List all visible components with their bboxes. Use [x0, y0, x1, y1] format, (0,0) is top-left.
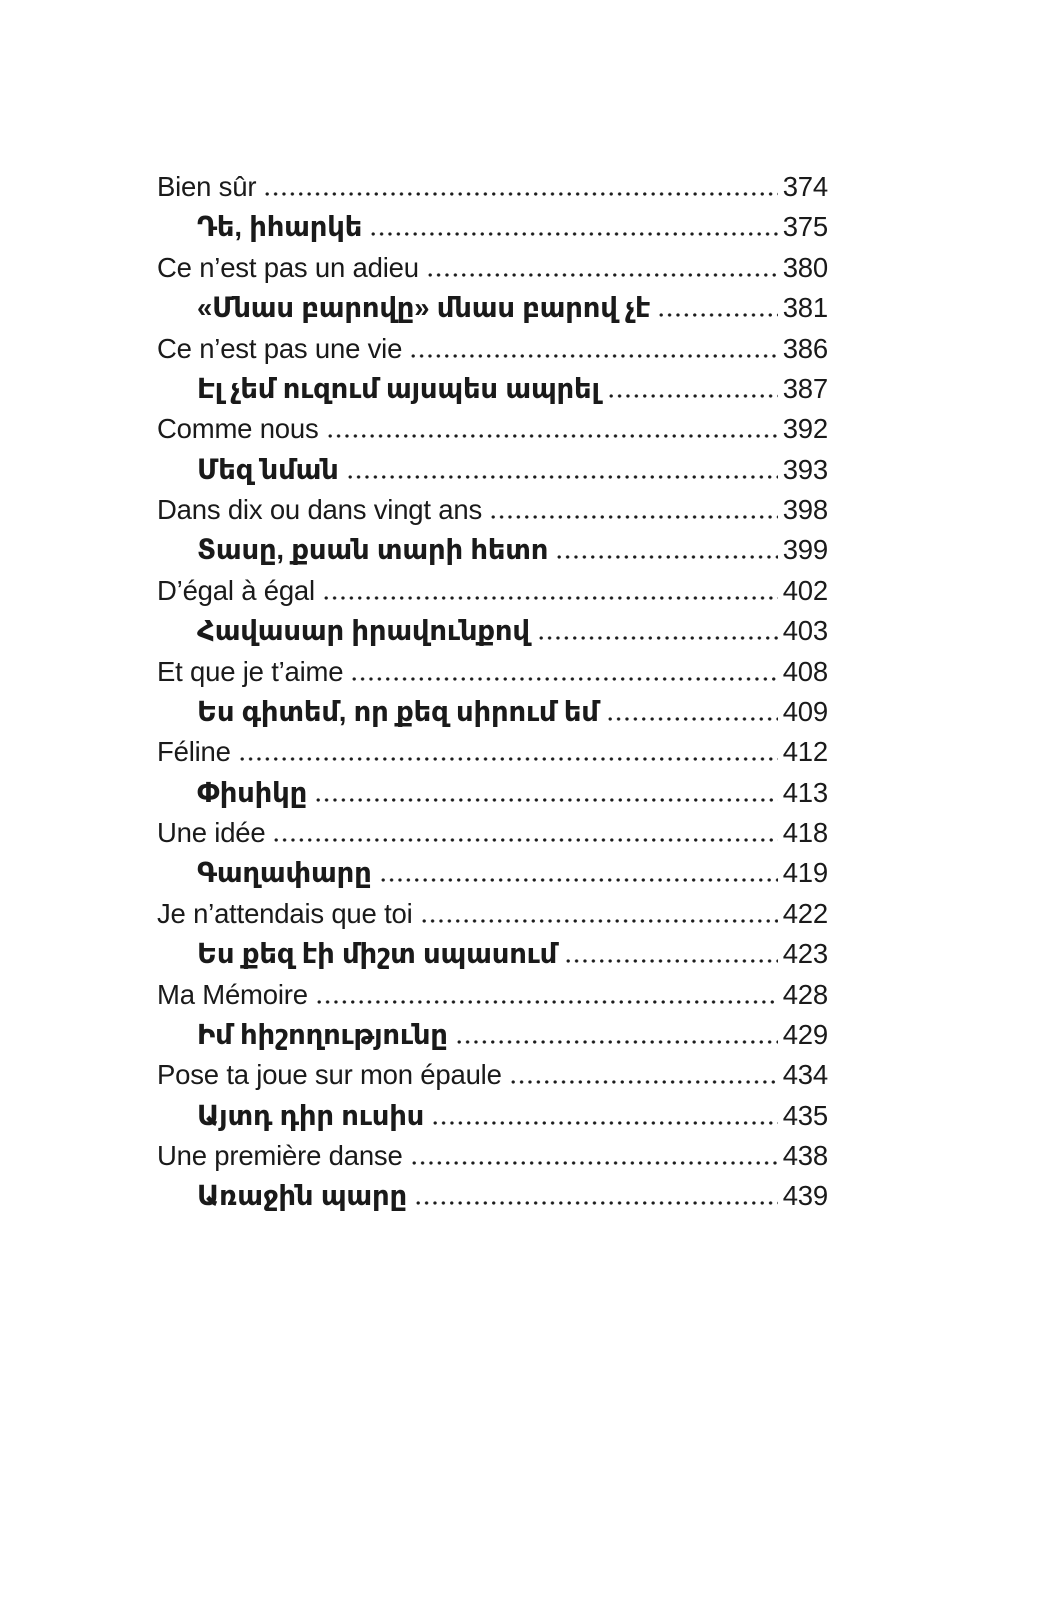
toc-row — [157, 1096, 828, 1136]
dot-leader — [607, 394, 778, 398]
toc-entry-page: 392 — [782, 413, 828, 445]
toc-row — [157, 409, 828, 449]
dot-leader — [314, 798, 778, 802]
toc-entry-title: Դե, իհարկե — [197, 211, 363, 243]
toc-entry-page: 374 — [782, 171, 828, 202]
toc-entry-page: 375 — [782, 211, 828, 243]
toc-entry-page: 418 — [782, 817, 828, 848]
toc-row — [157, 934, 828, 974]
toc-list — [157, 167, 828, 1217]
toc-entry-title: Ես գիտեմ, որ քեզ սիրում եմ — [197, 695, 599, 727]
toc-entry-title: Հավասար իրավունքով — [197, 615, 530, 647]
toc-entry-title: Փիսիկը — [197, 776, 308, 808]
toc-row — [157, 692, 828, 732]
toc-entry-title: Féline — [157, 736, 231, 768]
toc-row — [157, 853, 828, 893]
toc-entry-page: 422 — [782, 897, 828, 929]
toc-entry-title: Pose ta joue sur mon épaule — [157, 1059, 502, 1091]
toc-row — [157, 571, 828, 611]
toc-entry-page: 428 — [782, 978, 828, 1010]
dot-leader — [420, 919, 778, 923]
toc-entry-title: Comme nous — [157, 413, 319, 445]
toc-entry-page: 423 — [782, 938, 828, 970]
toc-row — [157, 1015, 828, 1055]
toc-entry-title: Ce n’est pas un adieu — [157, 251, 419, 283]
toc-entry-title: D’égal à égal — [157, 574, 315, 606]
toc-row — [157, 611, 828, 651]
toc-row — [157, 894, 828, 934]
toc-entry-title: «Մնաս բարովը» մնաս բարով չէ — [197, 292, 651, 324]
toc-entry-title: Une première danse — [157, 1140, 403, 1171]
toc-row — [157, 732, 828, 772]
dot-leader — [414, 1201, 778, 1205]
toc-entry-title: Այտդ դիր ուսիս — [197, 1099, 425, 1131]
toc-entry-page: 386 — [782, 332, 828, 364]
toc-entry-page: 438 — [782, 1140, 828, 1171]
toc-entry-title: Առաջին պարը — [197, 1180, 407, 1212]
dot-leader — [657, 313, 777, 317]
toc-entry-page: 402 — [782, 574, 828, 606]
toc-row — [157, 1055, 828, 1095]
toc-row — [157, 369, 828, 409]
dot-leader — [455, 1040, 778, 1044]
dot-leader — [315, 1000, 778, 1004]
dot-leader — [555, 555, 777, 559]
dot-leader — [238, 757, 778, 761]
toc-row — [157, 530, 828, 570]
toc-row — [157, 288, 828, 328]
toc-entry-page: 435 — [782, 1099, 828, 1131]
dot-leader — [606, 717, 778, 721]
toc-entry-page: 412 — [782, 736, 828, 768]
dot-leader — [431, 1121, 778, 1125]
toc-entry-title: Bien sûr — [157, 171, 257, 202]
toc-row — [157, 813, 828, 853]
dot-leader — [369, 232, 778, 236]
toc-entry-page: 429 — [782, 1018, 828, 1050]
toc-row — [157, 773, 828, 813]
toc-entry-page: 403 — [782, 615, 828, 647]
toc-entry-title: Je n’attendais que toi — [157, 897, 413, 929]
dot-leader — [489, 515, 778, 519]
toc-entry-page: 408 — [782, 655, 828, 687]
toc-row — [157, 652, 828, 692]
toc-entry-title: Ma Mémoire — [157, 978, 308, 1010]
dot-leader — [409, 354, 778, 358]
toc-entry-title: Տասը, քսան տարի հետո — [197, 534, 549, 566]
toc-row — [157, 329, 828, 369]
toc-row — [157, 167, 828, 207]
dot-leader — [322, 596, 778, 600]
toc-row — [157, 248, 828, 288]
toc-entry-title: Մեզ նման — [197, 453, 339, 485]
dot-leader — [326, 434, 778, 438]
toc-row — [157, 1136, 828, 1176]
toc-entry-page: 381 — [782, 292, 828, 324]
dot-leader — [509, 1080, 778, 1084]
toc-entry-page: 387 — [782, 372, 828, 404]
toc-entry-title: Ես քեզ էի միշտ սպասում — [197, 938, 558, 970]
toc-entry-title: Ce n’est pas une vie — [157, 332, 403, 364]
toc-entry-title: Իմ հիշողությունը — [197, 1018, 448, 1050]
toc-entry-title: Une idée — [157, 817, 266, 848]
toc-entry-page: 419 — [782, 857, 828, 889]
toc-entry-page: 439 — [782, 1180, 828, 1212]
toc-row — [157, 975, 828, 1015]
dot-leader — [537, 636, 778, 640]
toc-entry-title: Dans dix ou dans vingt ans — [157, 494, 483, 525]
toc-entry-page: 434 — [782, 1059, 828, 1091]
toc-row — [157, 490, 828, 530]
dot-leader — [426, 273, 778, 277]
toc-entry-page: 409 — [782, 695, 828, 727]
dot-leader — [350, 677, 777, 681]
dot-leader — [410, 1161, 778, 1165]
toc-row — [157, 450, 828, 490]
toc-entry-title: Գաղափարը — [197, 857, 372, 889]
toc-entry-title: Էլ չեմ ուզում այսպես ապրել — [197, 372, 600, 404]
dot-leader — [379, 878, 778, 882]
toc-row — [157, 1176, 828, 1216]
toc-entry-title: Et que je t’aime — [157, 655, 344, 687]
dot-leader — [564, 959, 778, 963]
dot-leader — [272, 838, 777, 842]
dot-leader — [346, 475, 778, 479]
toc-entry-page: 398 — [782, 494, 828, 525]
toc-entry-page: 393 — [782, 453, 828, 485]
dot-leader — [263, 192, 777, 196]
toc-entry-page: 380 — [782, 251, 828, 283]
toc-row — [157, 207, 828, 247]
toc-entry-page: 413 — [782, 776, 828, 808]
toc-entry-page: 399 — [782, 534, 828, 566]
